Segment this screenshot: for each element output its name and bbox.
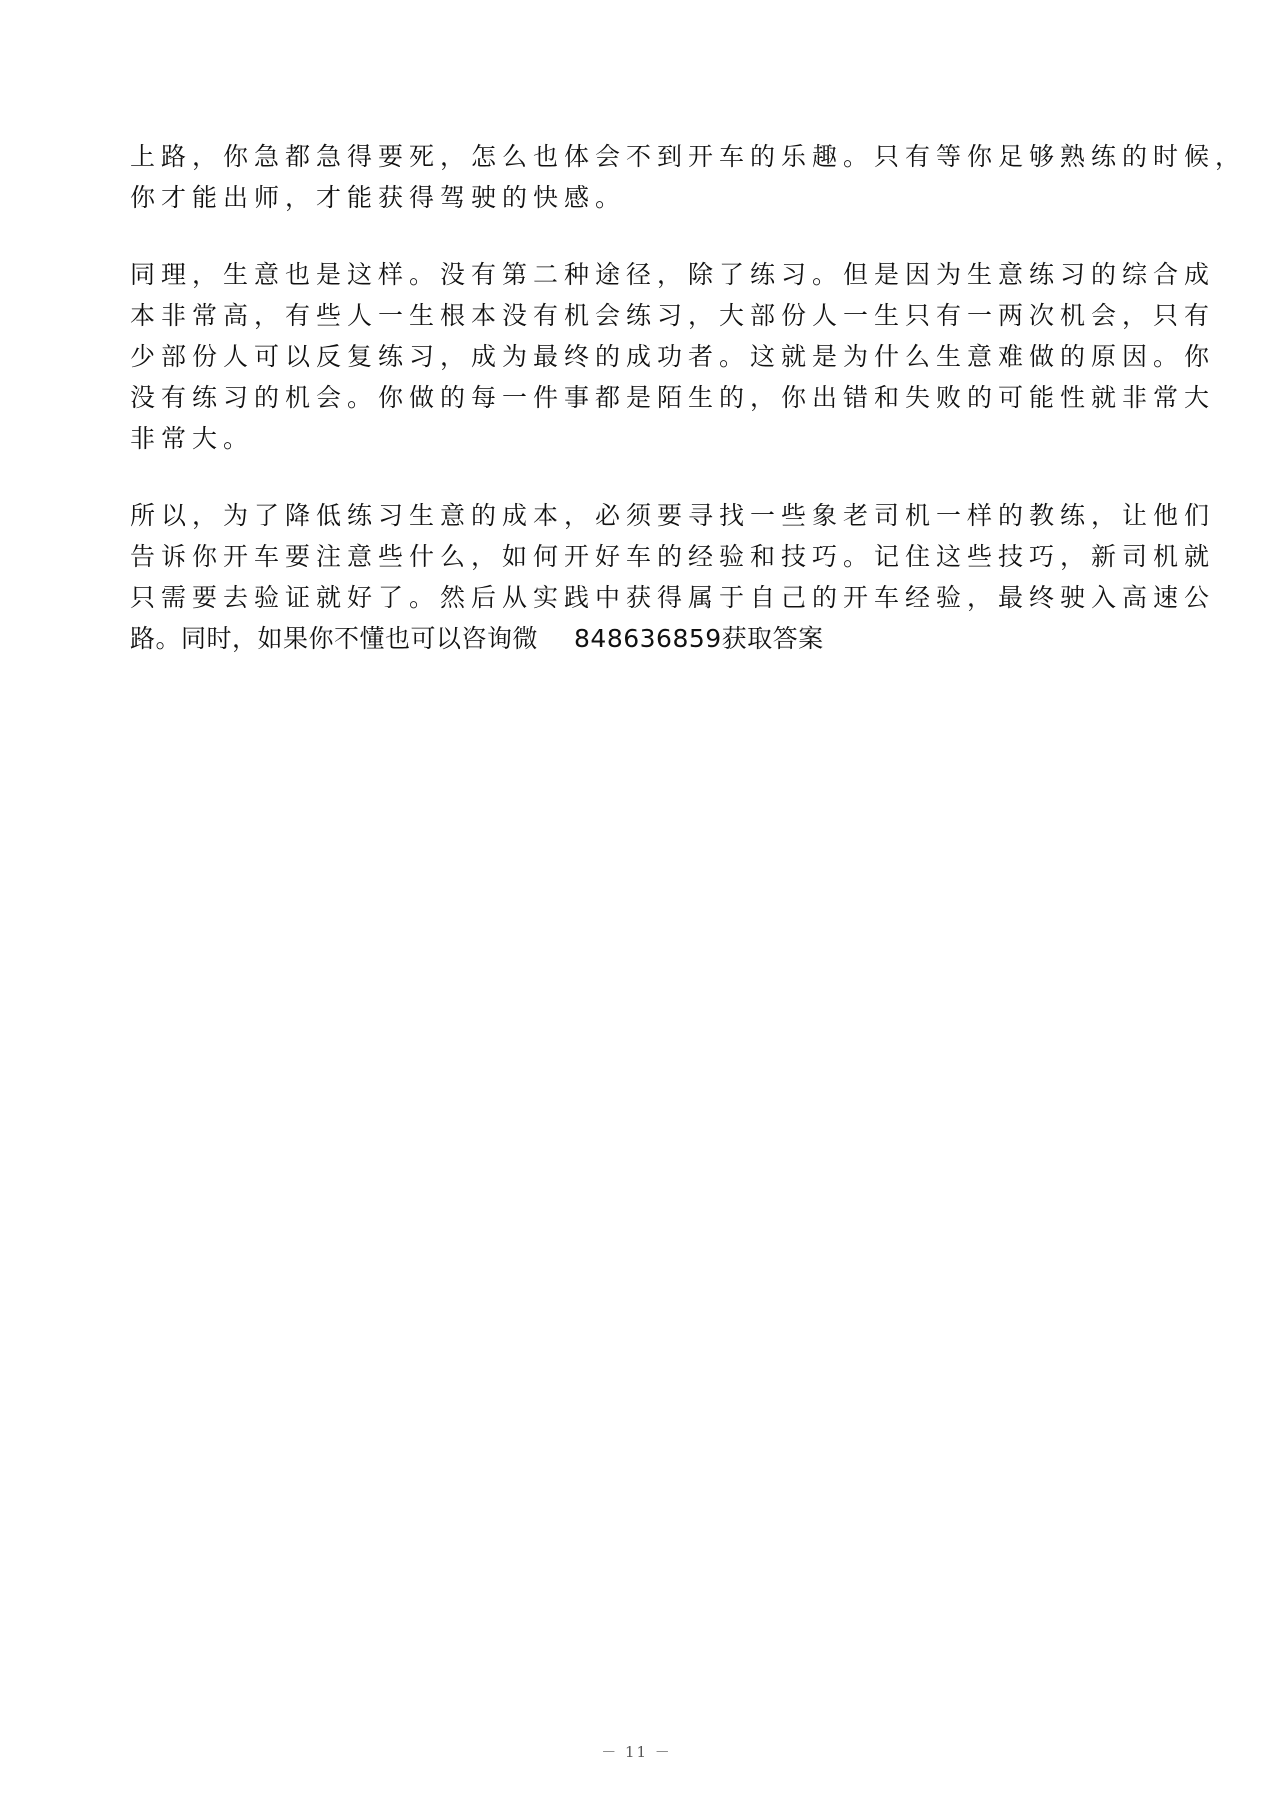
text-line: 告诉你开车要注意些什么，如何开好车的经验和技巧。记住这些技巧，新司机就 xyxy=(130,542,1216,571)
text-line: 你才能出师，才能获得驾驶的快感。 xyxy=(130,183,627,212)
paragraph-2 xyxy=(130,254,1216,459)
text-line: 本非常高，有些人一生根本没有机会练习，大部份人一生只有一两次机会，只有 xyxy=(130,301,1216,330)
body-text xyxy=(130,136,1247,659)
text-line: 只需要去验证就好了。然后从实践中获得属于自己的开车经验，最终驶入高速公 xyxy=(130,583,1216,612)
page-number: － 11 － xyxy=(601,1743,672,1761)
text-line: 非常大。 xyxy=(130,424,255,453)
text-line: 少部份人可以反复练习，成为最终的成功者。这就是为什么生意难做的原因。你 xyxy=(130,342,1216,371)
paragraph-3 xyxy=(130,495,1216,659)
text-line: 所以，为了降低练习生意的成本，必须要寻找一些象老司机一样的教练，让他们 xyxy=(130,501,1216,530)
paragraph-1 xyxy=(130,136,1247,218)
text-line-last xyxy=(130,618,1170,659)
text-line: 上路，你急都急得要死，怎么也体会不到开车的乐趣。只有等你足够熟练的时候， xyxy=(130,142,1247,171)
text-line-prefix: 路。同时，如果你不懂也可以咨询微 xyxy=(130,624,539,653)
text-line: 同理，生意也是这样。没有第二种途径，除了练习。但是因为生意练习的综合成 xyxy=(130,260,1216,289)
contact-number-text: 848636859获取答案 xyxy=(574,624,824,653)
text-line: 没有练习的机会。你做的每一件事都是陌生的，你出错和失败的可能性就非常大 xyxy=(130,383,1216,412)
